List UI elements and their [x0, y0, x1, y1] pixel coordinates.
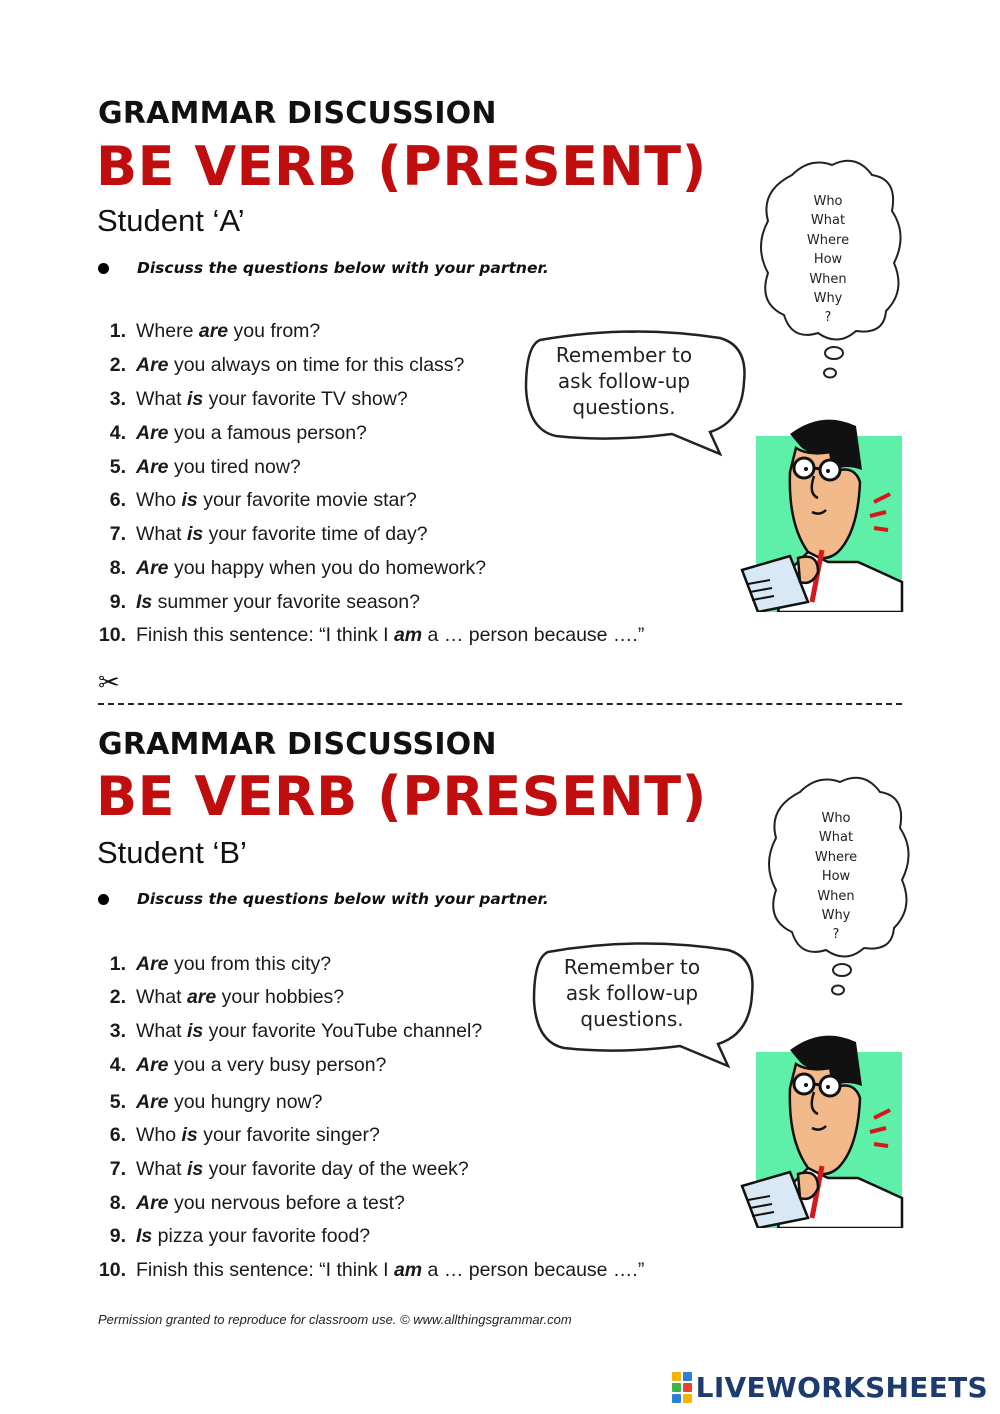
question-text — [136, 1054, 386, 1077]
be-verb: is — [186, 1020, 204, 1042]
question-text — [136, 1192, 405, 1215]
speech-line: ask follow-up — [557, 369, 691, 393]
question-item — [90, 1091, 322, 1114]
question-item — [90, 986, 344, 1009]
be-verb: Are — [136, 1054, 169, 1076]
question-item — [90, 1054, 386, 1077]
thought-word: Who — [821, 811, 851, 826]
question-text-end: a … person because ….” — [422, 1259, 645, 1281]
question-number: 6. — [109, 489, 126, 511]
question-text-end: your hobbies? — [216, 986, 345, 1008]
section-kicker: GRAMMAR DISCUSSION — [98, 96, 497, 131]
speech-bubble — [528, 938, 760, 1070]
question-number: 3. — [109, 388, 126, 410]
be-verb: is — [186, 388, 204, 410]
question-number: 2. — [109, 986, 126, 1008]
be-verb: Are — [136, 1091, 169, 1113]
be-verb: Are — [136, 456, 169, 478]
section-headline: BE VERB (PRESENT) — [96, 135, 707, 198]
instruction-text: Discuss the questions below with your partner. — [137, 259, 549, 277]
thought-word: Where — [806, 233, 850, 248]
brand-name: LIVEWORKSHEETS — [695, 1371, 988, 1404]
be-verb: are — [198, 320, 229, 342]
be-verb: are — [186, 986, 217, 1008]
be-verb: Are — [136, 422, 169, 444]
question-text-end: you a famous person? — [168, 422, 367, 444]
question-text — [136, 953, 331, 976]
thought-word: ? — [824, 310, 832, 325]
be-verb: Is — [136, 1225, 153, 1247]
question-text-start: Finish this sentence: “I think I — [136, 1259, 394, 1281]
liveworksheets-logo[interactable] — [672, 1371, 988, 1404]
thought-word: Where — [814, 850, 858, 865]
question-item — [90, 1259, 644, 1282]
question-text-start: What — [136, 1158, 187, 1180]
student-label: Student ‘B’ — [97, 835, 247, 870]
question-text-start: Who — [136, 1124, 182, 1146]
question-text — [136, 1020, 482, 1043]
question-text — [136, 1158, 469, 1181]
speech-line: Remember to — [555, 343, 693, 367]
footer-permission: Permission granted to reproduce for classroom use. © www.allthingsgrammar.com — [98, 1312, 572, 1327]
thought-word: What — [818, 830, 854, 845]
question-number: 9. — [109, 1225, 126, 1247]
question-text-end: you from? — [228, 320, 321, 342]
be-verb: is — [181, 489, 198, 511]
scissors-icon: ✂ — [98, 667, 120, 697]
student-label: Student ‘A’ — [97, 203, 245, 238]
thought-word: Why — [813, 291, 843, 306]
question-text — [136, 1225, 370, 1248]
question-text-end: your favorite movie star? — [197, 489, 417, 511]
question-number: 10. — [98, 1259, 126, 1281]
thought-word: How — [821, 869, 851, 884]
thought-word: When — [809, 272, 847, 287]
question-text-end: your favorite day of the week? — [203, 1158, 469, 1180]
thought-word: What — [810, 213, 846, 228]
question-number: 7. — [109, 523, 126, 545]
question-number: 8. — [109, 557, 126, 579]
thought-word: How — [813, 252, 843, 267]
question-number: 6. — [109, 1124, 126, 1146]
instruction-text: Discuss the questions below with your partner. — [137, 890, 549, 908]
section-kicker: GRAMMAR DISCUSSION — [98, 727, 497, 762]
question-text-end: you a very busy person? — [168, 1054, 387, 1076]
thought-bubble — [760, 772, 916, 1002]
speech-line: Remember to — [563, 955, 701, 979]
be-verb: Are — [136, 557, 169, 579]
speech-line: questions. — [572, 395, 676, 419]
speech-line: questions. — [580, 1007, 684, 1031]
question-text-start: What — [136, 523, 187, 545]
question-item — [90, 1192, 405, 1215]
thought-word: ? — [832, 927, 840, 942]
question-text — [136, 986, 344, 1009]
question-number: 9. — [109, 591, 126, 613]
question-number: 5. — [109, 456, 126, 478]
thought-word: Who — [813, 194, 843, 209]
question-item — [90, 1020, 482, 1043]
question-item — [90, 1225, 370, 1248]
question-text-end: your favorite TV show? — [203, 388, 408, 410]
question-text-end: you nervous before a test? — [168, 1192, 405, 1214]
be-verb: is — [186, 523, 204, 545]
question-item — [90, 953, 331, 976]
question-text-end: pizza your favorite food? — [152, 1225, 371, 1247]
question-text-end: your favorite time of day? — [203, 523, 428, 545]
teacher-illustration — [738, 1028, 906, 1228]
question-number: 5. — [109, 1091, 126, 1113]
question-text-start: What — [136, 1020, 187, 1042]
question-text-start: What — [136, 986, 187, 1008]
question-text-end: you happy when you do homework? — [168, 557, 487, 579]
question-text-end: you tired now? — [168, 456, 301, 478]
question-text-end: a … person because ….” — [422, 624, 645, 646]
question-text-start: Who — [136, 489, 182, 511]
question-item — [90, 1158, 469, 1181]
question-text — [136, 1124, 380, 1147]
be-verb: is — [186, 1158, 204, 1180]
question-text-end: your favorite YouTube channel? — [203, 1020, 483, 1042]
question-text-end: summer your favorite season? — [152, 591, 420, 613]
be-verb: am — [393, 624, 423, 646]
question-text — [136, 1259, 644, 1282]
speech-line: ask follow-up — [565, 981, 699, 1005]
question-text-end: you from this city? — [168, 953, 332, 975]
be-verb: Is — [136, 591, 153, 613]
question-text — [136, 1091, 322, 1114]
question-number: 4. — [109, 422, 126, 444]
instruction — [98, 890, 549, 908]
question-number: 1. — [109, 320, 126, 342]
question-text-end: you hungry now? — [168, 1091, 323, 1113]
be-verb: am — [393, 1259, 423, 1281]
question-number: 10. — [98, 624, 126, 646]
question-text-end: your favorite singer? — [197, 1124, 380, 1146]
question-text-start: What — [136, 388, 187, 410]
be-verb: is — [181, 1124, 198, 1146]
section-headline: BE VERB (PRESENT) — [96, 765, 707, 828]
be-verb: Are — [136, 953, 169, 975]
question-text-start: Where — [136, 320, 199, 342]
question-text-start: Finish this sentence: “I think I — [136, 624, 394, 646]
thought-word: When — [817, 889, 855, 904]
question-number: 2. — [109, 354, 126, 376]
question-number: 7. — [109, 1158, 126, 1180]
question-number: 3. — [109, 1020, 126, 1042]
be-verb: Are — [136, 1192, 169, 1214]
question-number: 4. — [109, 1054, 126, 1076]
question-number: 1. — [109, 953, 126, 975]
bullet-icon — [98, 894, 109, 905]
question-number: 8. — [109, 1192, 126, 1214]
question-text-end: you always on time for this class? — [168, 354, 465, 376]
thought-word: Why — [821, 908, 851, 923]
be-verb: Are — [136, 354, 169, 376]
liveworksheets-logo-icon — [672, 1372, 692, 1403]
question-item — [90, 1124, 380, 1147]
